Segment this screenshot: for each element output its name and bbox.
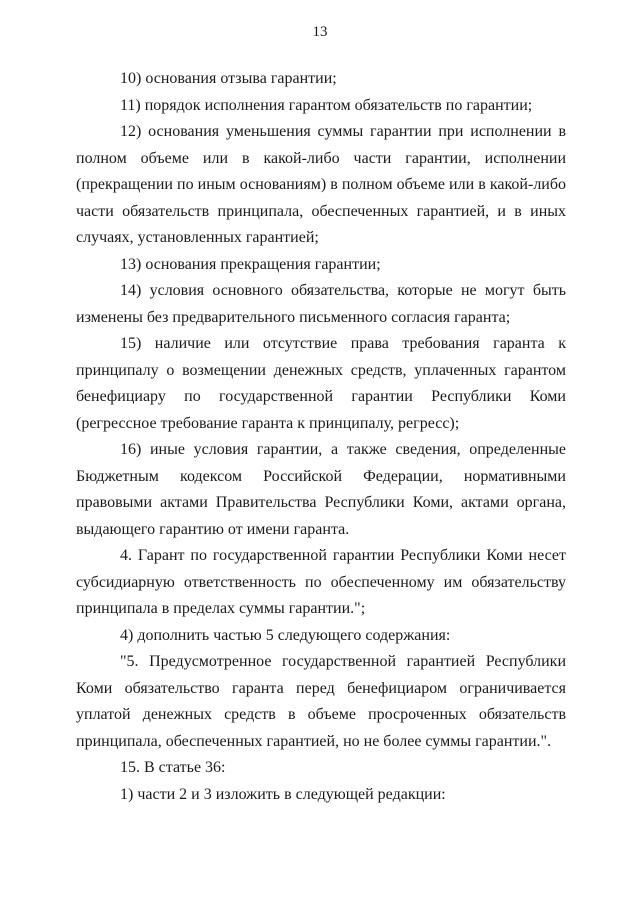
paragraph: 14) условия основного обязательства, которые не могут быть изменены без предварительного письменного согласия гаранта; (76, 282, 566, 326)
paragraph: 4. Гарант по государственной гарантии Республики Коми несет субсидиарную ответственность по обеспеченному им обязательству принципала в пределах суммы гарантии."; (76, 547, 566, 617)
paragraph: 1) части 2 и 3 изложить в следующей редакции: (120, 785, 446, 803)
paragraph: 12) основания уменьшения суммы гарантии при исполнении в полном объеме или в какой-либо части гарантии, исполнении (прекращении по иным основаниям) в полном объеме или в какой-либо части обязательств принципала, обеспеченных гарантией, и в иных случаях, установленных гарантией; (76, 123, 566, 246)
paragraph: 15. В статье 36: (120, 759, 226, 776)
page-number: 13 (312, 24, 328, 40)
paragraph: 11) порядок исполнения гарантом обязательств по гарантии; (120, 96, 533, 114)
paragraph: 16) иные условия гарантии, а также сведения, определенные Бюджетным кодексом Российской Федерации, нормативными правовыми актами Правительства Республики Коми, актами органа, выдающего гарантию от имени гаранта. (76, 441, 566, 538)
paragraph: 15) наличие или отсутствие права требования гаранта к принципалу о возмещении денежных средств, уплаченных гарантом бенефициару по государственной гарантии Республики Коми (регрессное требование гаранта к принципалу, регресс); (76, 335, 566, 432)
paragraph: 10) основания отзыва гарантии; (120, 70, 337, 87)
paragraph: 13) основания прекращения гарантии; (120, 255, 381, 273)
paragraph: 4) дополнить частью 5 следующего содержания: (120, 626, 451, 644)
document-body (76, 66, 566, 808)
paragraph: "5. Предусмотренное государственной гарантией Республики Коми обязательство гаранта перед бенефициаром ограничивается уплатой денежных средств в объеме просроченных обязательств принципала, обеспеченных гарантией, но не более суммы гарантии.". (76, 653, 566, 750)
